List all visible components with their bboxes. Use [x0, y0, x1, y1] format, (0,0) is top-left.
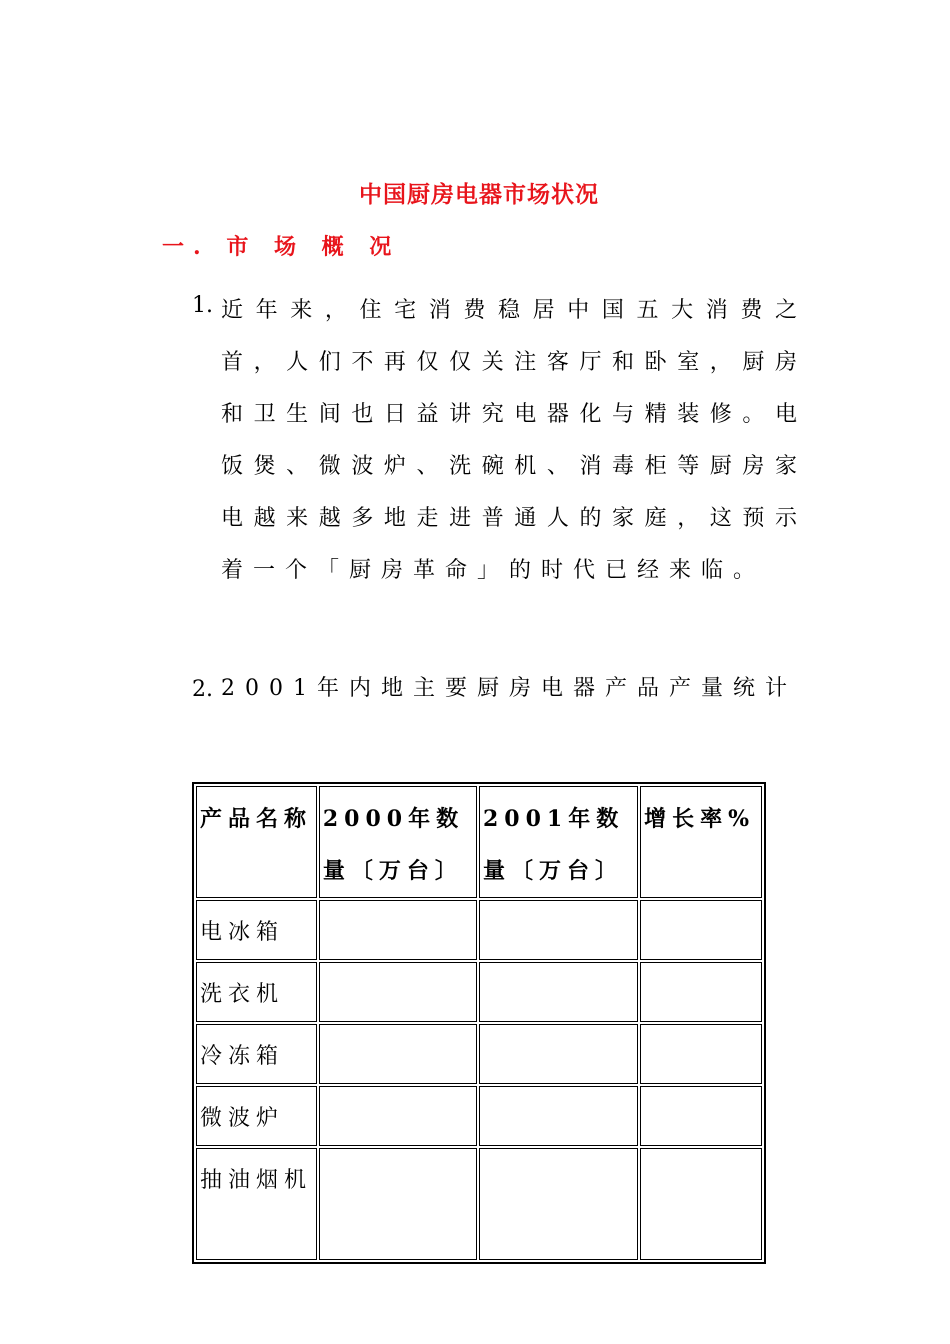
table-cell [479, 1148, 638, 1260]
header-2001-quantity: 2001年数量〔万台〕 [479, 786, 638, 898]
document-title: 中国厨房电器市场状况 [359, 181, 599, 208]
table-cell [479, 900, 638, 960]
table-cell [479, 1086, 638, 1146]
table-cell: 抽油烟机 [196, 1148, 317, 1260]
table-cell [479, 962, 638, 1022]
table-row [196, 1086, 762, 1146]
table-cell: 冷冻箱 [196, 1024, 317, 1084]
table-cell [640, 1148, 762, 1260]
table-cell [640, 1024, 762, 1084]
header-2000-quantity: 2000年数量〔万台〕 [319, 786, 477, 898]
paragraph-2-number: 2. [192, 677, 213, 702]
paragraph-1-text: 近年来，住宅消费稳居中国五大消费之首，人们不再仅仅关注客厅和卧室，厨房和卫生间也日益讲究电器化与精装修。电饭煲、微波炉、洗碗机、消毒柜等厨房家电越来越多地走进普通人的家庭，这预示着一个「厨房革命」的时代已经来临。 [221, 298, 807, 583]
header-product-name: 产品名称 [196, 786, 317, 898]
table-cell [319, 1148, 477, 1260]
header-growth-rate: 增长率% [640, 786, 762, 898]
table-cell [319, 962, 477, 1022]
table-cell [319, 900, 477, 960]
table-cell: 洗衣机 [196, 962, 317, 1022]
table-header-row [196, 786, 762, 898]
production-stats-table [192, 782, 766, 1264]
paragraph-2-text: 2001年内地主要厨房电器产品产量统计 [221, 676, 797, 701]
table-cell: 电冰箱 [196, 900, 317, 960]
table-cell [640, 1086, 762, 1146]
table-cell [319, 1024, 477, 1084]
table-cell [479, 1024, 638, 1084]
table-row [196, 1024, 762, 1084]
table-cell [319, 1086, 477, 1146]
table-cell [640, 962, 762, 1022]
table-cell [640, 900, 762, 960]
paragraph-1-number: 1. [192, 293, 213, 318]
table-row [196, 962, 762, 1022]
table-row [196, 900, 762, 960]
table-cell: 微波炉 [196, 1086, 317, 1146]
section-heading: 一. 市 场 概 况 [162, 234, 401, 260]
table-row [196, 1148, 762, 1260]
